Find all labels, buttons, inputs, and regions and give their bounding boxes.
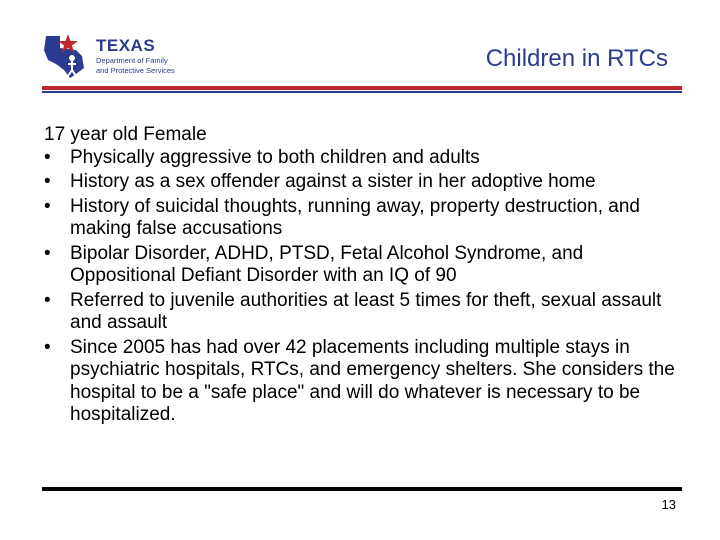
case-heading: 17 year old Female	[44, 124, 207, 145]
list-item	[44, 171, 684, 194]
slide-content	[44, 124, 684, 429]
list-item	[44, 147, 684, 170]
logo-wordmark: TEXAS	[96, 36, 156, 55]
header-divider-red	[42, 86, 682, 90]
footer-divider	[42, 487, 682, 491]
list-item	[44, 196, 684, 241]
header-divider-blue	[42, 91, 682, 93]
list-item	[44, 243, 684, 288]
bullet-marker: •	[44, 336, 51, 358]
logo-subtitle-line2: and Protective Services	[96, 66, 175, 75]
list-item	[44, 290, 684, 335]
texas-dfps-logo	[42, 30, 192, 80]
logo-subtitle-line1: Department of Family	[96, 56, 168, 65]
list-item	[44, 337, 684, 427]
bullet-list	[44, 147, 684, 427]
list-item-text: History of suicidal thoughts, running away, property destruction, and making false accusations	[70, 195, 640, 239]
list-item-text: History as a sex offender against a sister in her adoptive home	[70, 171, 596, 192]
bullet-marker: •	[44, 146, 51, 168]
bullet-marker: •	[44, 242, 51, 264]
bullet-marker: •	[44, 171, 51, 192]
list-item-text: Physically aggressive to both children and adults	[70, 146, 480, 168]
list-item-text: Since 2005 has had over 42 placements including multiple stays in psychiatric hospitals, RTCs, and emergency shelters. She considers the hospital to be a "safe place" and will do whatever is necessary to be hospitalized.	[70, 336, 675, 425]
list-item-text: Referred to juvenile authorities at least 5 times for theft, sexual assault and assault	[70, 289, 662, 333]
page-number: 13	[661, 497, 676, 512]
bullet-marker: •	[44, 289, 51, 311]
slide-title: Children in RTCs	[485, 45, 668, 72]
texas-map-star-icon	[42, 30, 96, 80]
list-item-text: Bipolar Disorder, ADHD, PTSD, Fetal Alcohol Syndrome, and Oppositional Defiant Disorder with an IQ of 90	[70, 242, 584, 286]
bullet-marker: •	[44, 195, 51, 217]
